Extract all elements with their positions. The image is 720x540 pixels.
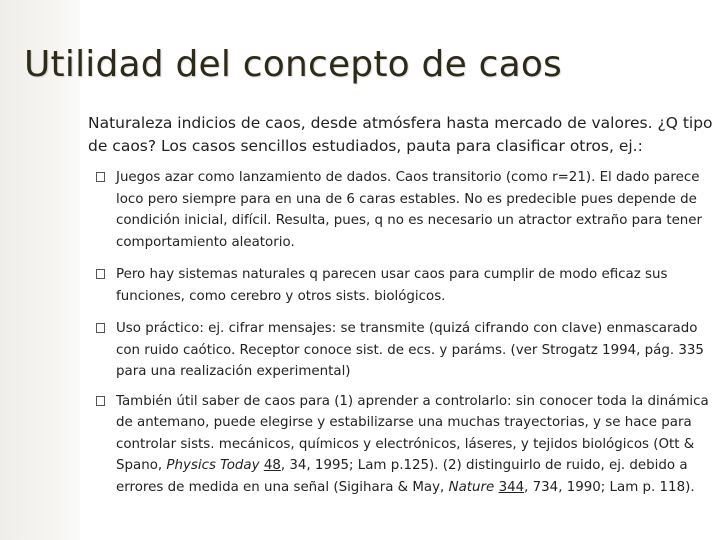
bullet-item-control — [96, 391, 712, 499]
bullet-text-part: , 34, 1995; Lam p.125). (2) distinguirlo de ruido, ej. debido a errores de medida en una señal (Sigihara & May, — [116, 458, 688, 495]
volume-number: 344 — [498, 479, 525, 495]
bullet-text: Juegos azar como lanzamiento de dados. Caos transitorio (como r=21). El dado parece loco pero siempre para en una de 6 caras estables. No es predecible pues depende de condición inicial, difícil. Resulta, pues, q no es necesario un atractor extraño para tener comportamiento aleatorio. — [116, 170, 703, 250]
bullet-text: Uso práctico: ej. cifrar mensajes: se transmite (quizá cifrando con clave) enmascarado con ruido caótico. Receptor conoce sist. de ecs. y paráms. (ver Strogatz 1994, pág. 335 para una realización experimental) — [116, 321, 704, 379]
journal-name: Nature — [448, 479, 495, 495]
square-bullet-icon — [96, 396, 105, 406]
square-bullet-icon — [96, 172, 105, 182]
square-bullet-icon — [96, 323, 105, 333]
volume-number: 48 — [263, 458, 281, 473]
square-bullet-icon — [96, 269, 105, 279]
intro-paragraph: Naturaleza indicios de caos, desde atmósfera hasta mercado de valores. ¿Q tipo de caos? Los casos sencillos estudiados, pauta para clasificar otros, ej.: — [88, 114, 713, 155]
bullet-item-natural-systems — [96, 264, 712, 307]
bullet-item-dice — [96, 167, 712, 253]
bullet-item-encryption — [96, 318, 712, 383]
slide-title: Utilidad del concepto de caos — [24, 44, 563, 85]
bullet-text: Pero hay sistemas naturales q parecen usar caos para cumplir de modo eficaz sus funciones, como cerebro y otros sists. biológicos. — [116, 267, 668, 304]
bullet-list — [96, 167, 712, 509]
bullet-text-part: También útil saber de caos para (1) aprender a controlarlo: sin conocer toda la dinámica de antemano, puede elegirse y estabilizarse una muchas trayectorias, y se hace para controlar sists. mecánicos, químicos y electrónicos, láseres, y tejidos biológicos (Ott & Spano, — [116, 393, 709, 473]
journal-name: Physics Today — [166, 458, 260, 473]
bullet-text-part: , 734, 1990; Lam p. 118). — [524, 479, 695, 495]
bullet-text — [116, 394, 709, 495]
